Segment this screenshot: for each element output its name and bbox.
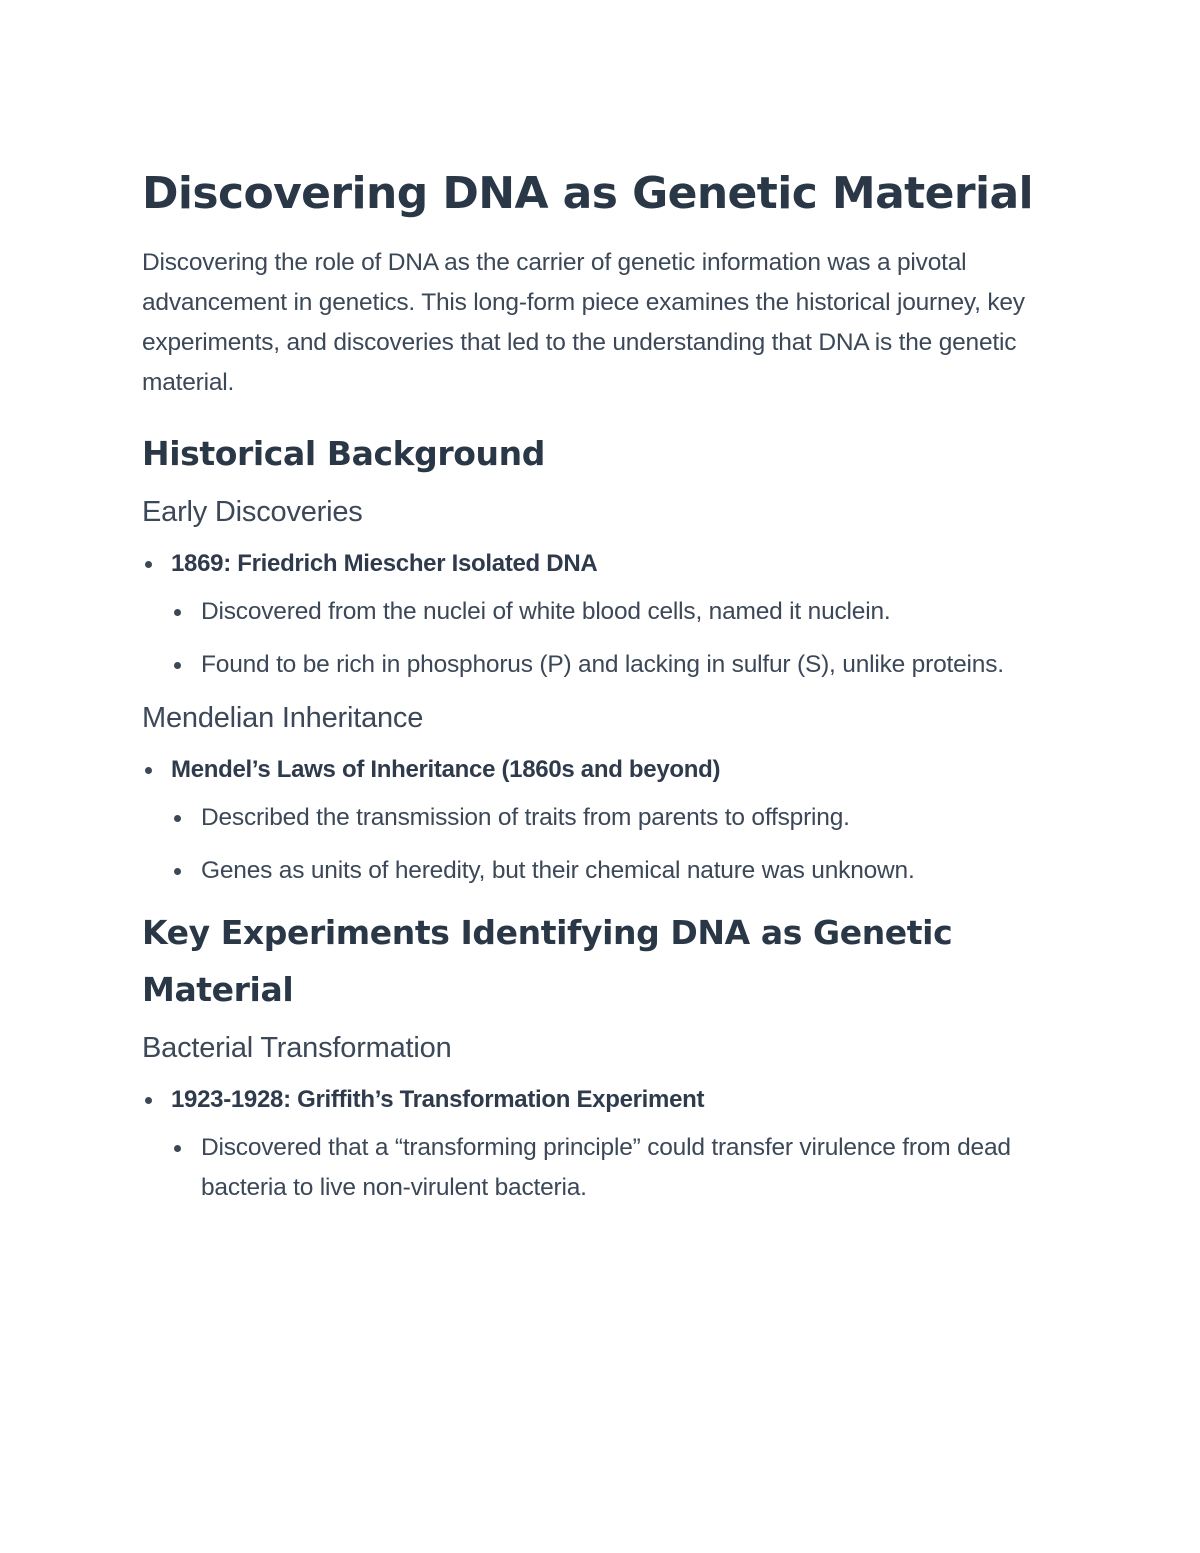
bullet-icon <box>174 815 181 822</box>
bullet-icon <box>174 609 181 616</box>
subsection-heading: Mendelian Inheritance <box>142 702 424 734</box>
bullet-icon <box>174 868 181 875</box>
list-item <box>142 544 1042 685</box>
sub-list-item-text: Discovered that a “transforming principle” could transfer virulence from dead bacteria to live non-virulent bacteria. <box>201 1134 1011 1201</box>
sub-list-item <box>171 592 1042 632</box>
section-key-experiments <box>142 904 1042 1208</box>
bullet-icon <box>145 561 152 568</box>
subsection-heading: Bacterial Transformation <box>142 1032 452 1064</box>
bullet-icon <box>174 1145 181 1152</box>
subsection-mendelian-inheritance <box>142 698 1042 891</box>
sub-bullet-list <box>171 592 1042 685</box>
list-item-label: 1869: Friedrich Miescher Isolated DNA <box>171 550 598 577</box>
bullet-list <box>142 750 1042 891</box>
page-title: Discovering DNA as Genetic Material <box>142 168 1034 219</box>
bullet-icon <box>145 767 152 774</box>
section-heading: Historical Background <box>142 434 545 473</box>
section-heading: Key Experiments Identifying DNA as Genetic Material <box>142 913 953 1009</box>
sub-list-item-text: Genes as units of heredity, but their chemical nature was unknown. <box>201 857 915 884</box>
sub-list-item <box>171 645 1042 685</box>
bullet-list <box>142 1080 1042 1208</box>
sub-bullet-list <box>171 798 1042 891</box>
sub-list-item-text: Described the transmission of traits from parents to offspring. <box>201 804 850 831</box>
document-page <box>142 165 1042 1221</box>
sub-list-item-text: Found to be rich in phosphorus (P) and lacking in sulfur (S), unlike proteins. <box>201 651 1004 678</box>
list-item-label: Mendel’s Laws of Inheritance (1860s and beyond) <box>171 756 721 783</box>
bullet-icon <box>174 662 181 669</box>
subsection-heading: Early Discoveries <box>142 496 363 528</box>
intro-paragraph: Discovering the role of DNA as the carrier of genetic information was a pivotal advancement in genetics. This long-form piece examines the historical journey, key experiments, and discoveries that led to the understanding that DNA is the genetic material. <box>142 249 1025 396</box>
sub-list-item-text: Discovered from the nuclei of white blood cells, named it nuclein. <box>201 598 891 625</box>
list-item <box>142 1080 1042 1208</box>
subsection-early-discoveries <box>142 492 1042 685</box>
sub-list-item <box>171 1128 1042 1208</box>
sub-list-item <box>171 798 1042 838</box>
sub-list-item <box>171 851 1042 891</box>
section-historical-background <box>142 425 1042 891</box>
list-item <box>142 750 1042 891</box>
sub-bullet-list <box>171 1128 1042 1208</box>
bullet-icon <box>145 1097 152 1104</box>
subsection-bacterial-transformation <box>142 1028 1042 1208</box>
list-item-label: 1923-1928: Griffith’s Transformation Experiment <box>171 1086 705 1113</box>
bullet-list <box>142 544 1042 685</box>
